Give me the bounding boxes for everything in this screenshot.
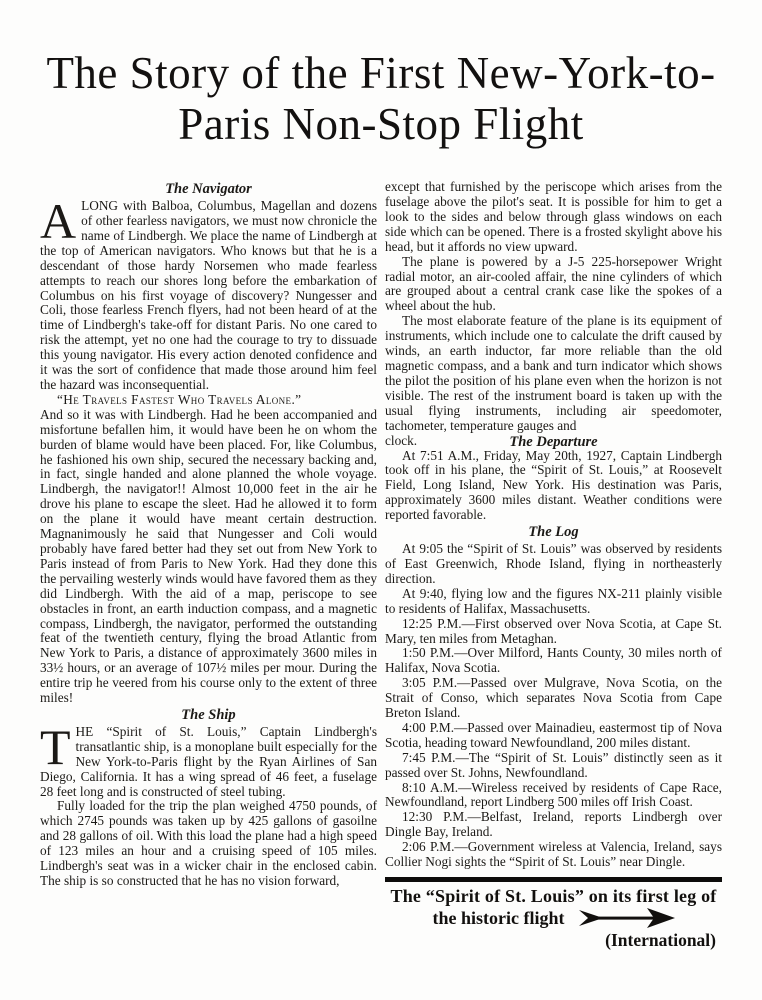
section-heading-ship: The Ship — [181, 706, 236, 723]
section-heading-departure: The Departure — [509, 433, 598, 450]
log-entry: 1:50 P.M.—Over Milford, Hants County, 30 miles north of Halifax, Nova Scotia. — [385, 645, 722, 676]
photo-caption — [385, 885, 722, 951]
paragraph-ship — [40, 718, 377, 800]
article-columns — [0, 180, 762, 951]
title-line-1: The Story of the First New-York-to- — [46, 48, 716, 98]
log-entry: 4:00 P.M.—Passed over Mainadieu, eastermost tip of Nova Scotia, heading toward Newfoundland, 200 miles distant. — [385, 719, 722, 750]
quote-travels-alone: “He Travels Fastest Who Travels Alone.” — [57, 391, 302, 407]
caption-line-2 — [385, 907, 722, 929]
column-left — [40, 180, 377, 951]
caption-line-1: The “Spirit of St. Louis” on its first leg of — [390, 886, 717, 907]
log-entry: At 9:40, flying low and the figures NX-211 plainly visible to residents of Halifax, Massachusetts. — [385, 585, 722, 616]
paragraph-navigator-text: LONG with Balboa, Columbus, Magellan and dozens of other fearless navigators, we must now chronicle the name of Lindbergh. We place the name of Lindbergh at the top of American navigators. Who knows but that he is a descendant of those hardy Norsemen who made fearless attempts to reach our shores long before the embarkation of Columbus on his first voyage of discovery? Nungesser and Coli, those fearless French flyers, had not been heard of at the time of Lindbergh's take-off for distant Paris. No one cared to risk the attempt, yet no one had the courage to try to dissuade this young navigator. His every action denoted confidence and it was the sort of confidence that made those around him feel the hazard was inconsequential. — [40, 198, 377, 393]
log-entry: 2:06 P.M.—Government wireless at Valencia, Ireland, says Collier Nogi sights the “Spirit of St. Louis” near Dingle. — [385, 839, 722, 870]
log-entry: 12:25 P.M.—First observed over Nova Scotia, at Cape St. Mary, ten miles from Metaghan. — [385, 615, 722, 646]
heading-row-departure — [385, 434, 722, 449]
log-entry: 12:30 P.M.—Belfast, Ireland, reports Lindbergh over Dingle Bay, Ireland. — [385, 809, 722, 840]
log-entry: 3:05 P.M.—Passed over Mulgrave, Nova Scotia, on the Strait of Conso, which separates Nova Scotia from Cape Breton Island. — [385, 675, 722, 721]
page-title — [0, 48, 762, 150]
caption-line-2-text: the historic flight — [432, 908, 565, 929]
paragraph-load: Fully loaded for the trip the plan weighed 4750 pounds, of which 2745 pounds was taken up by 425 gallons of gasoilne and 28 gallons of oil. With this load the plane had a high speed of 123 miles an hour and a cruising speed of 105 miles. Lindbergh's seat was in a wicker chair in the enclosed cabin. The ship is so constructed that he has no vision forward, — [40, 798, 377, 889]
log-entry: At 9:05 the “Spirit of St. Louis” was observed by residents of East Greenwich, Rhode Island, flying in northeasterly direction. — [385, 541, 722, 586]
log-entry: 7:45 P.M.—The “Spirit of St. Louis” distinctly seen as it passed over St. Johns, Newfoundland. — [385, 749, 722, 780]
drop-cap-a: A — [40, 193, 77, 250]
paragraph-navigator — [40, 193, 377, 393]
caption-divider — [385, 877, 722, 882]
paragraph-periscope: except that furnished by the periscope which arises from the fuselage above the pilot's seat. It is possible for him to get a look to the sides and below through glass windows on each side which can be opened. There is a frosted skylight above his head, but it affords no view upward. — [385, 179, 722, 254]
section-heading-log: The Log — [528, 524, 579, 541]
paragraph-departure: At 7:51 A.M., Friday, May 20th, 1927, Captain Lindbergh took off in his plane, the “Spirit of St. Louis,” at Roosevelt Field, Long Island, New York. His destination was Paris, approximately 3600 miles distant. Weather conditions were reported favorable. — [385, 447, 722, 523]
drop-cap-t: T — [40, 718, 71, 775]
column-right — [385, 180, 722, 951]
paragraph-instruments: The most elaborate feature of the plane is its equipment of instruments, which include one to calculate the drift caused by winds, an earth inductor, far more reliable than the old magnetic compass, and a bank and turn indicator which shows the pilot the position of his plane even when the horizon is not visible. The rest of the instrument board is taken up with the usual flying instruments, including air speedomoter, tachometer, temperature gauges and — [385, 313, 722, 433]
paragraph-ship-text: HE “Spirit of St. Louis,” Captain Lindbergh's transatlantic ship, is a monoplane built especially for the New York-to-Paris flight by the Ryan Airlines of San Diego, California. It has a wing spread of 46 feet, a fuselage 28 feet long and is constructed of steel tubing. — [40, 723, 377, 799]
section-heading-navigator: The Navigator — [165, 181, 252, 198]
log-entry: 8:10 A.M.—Wireless received by residents of Cape Race, Newfoundland, report Lindberg 500 miles off Irish Coast. — [385, 779, 722, 810]
title-line-2: Paris Non-Stop Flight — [178, 99, 584, 149]
right-arrow-icon — [579, 907, 675, 929]
paragraph-instruments-tail: clock. — [385, 432, 418, 448]
paragraph-lindbergh-feat: And so it was with Lindbergh. Had he been accompanied and misfortune befallen him, it would have been he on whom the burden of blame would have been placed. For, like Columbus, he fashioned his own ship, secured the necessary backing and, in fact, single handed and alone planned the whole voyage. Lindbergh, the navigator!! Almost 10,000 feet in the air he drove his plane to escape the sleet. Had he allowed it to form on the plane it would have meant certain destruction. Magnanimously he said that Nungesser and Coli would probably have fared better had they set out from New York to Paris instead of from Paris to New York. Had they done this the pervailing westerly winds would have favored them as they did Lindbergh. With the aid of a map, periscope to see obstacles in front, an earth induction compass, and a magnetic compass, Lindbergh, the navigator, performed the outstanding feat of the twentieth century, flying the broad Atlantic from New York to Paris, a distance of approximately 3600 miles in 33½ hours, or an average of 107½ miles per mour. During the entire trip he veered from his course only to the extent of three miles! — [40, 406, 377, 706]
caption-credit: (International) — [605, 930, 716, 951]
paragraph-engine: The plane is powered by a J-5 225-horsepower Wright radial motor, an air-cooled affair, the nine cylinders of which are grouped about a central crank case like the spokes of a wheel about the hub. — [385, 253, 722, 314]
